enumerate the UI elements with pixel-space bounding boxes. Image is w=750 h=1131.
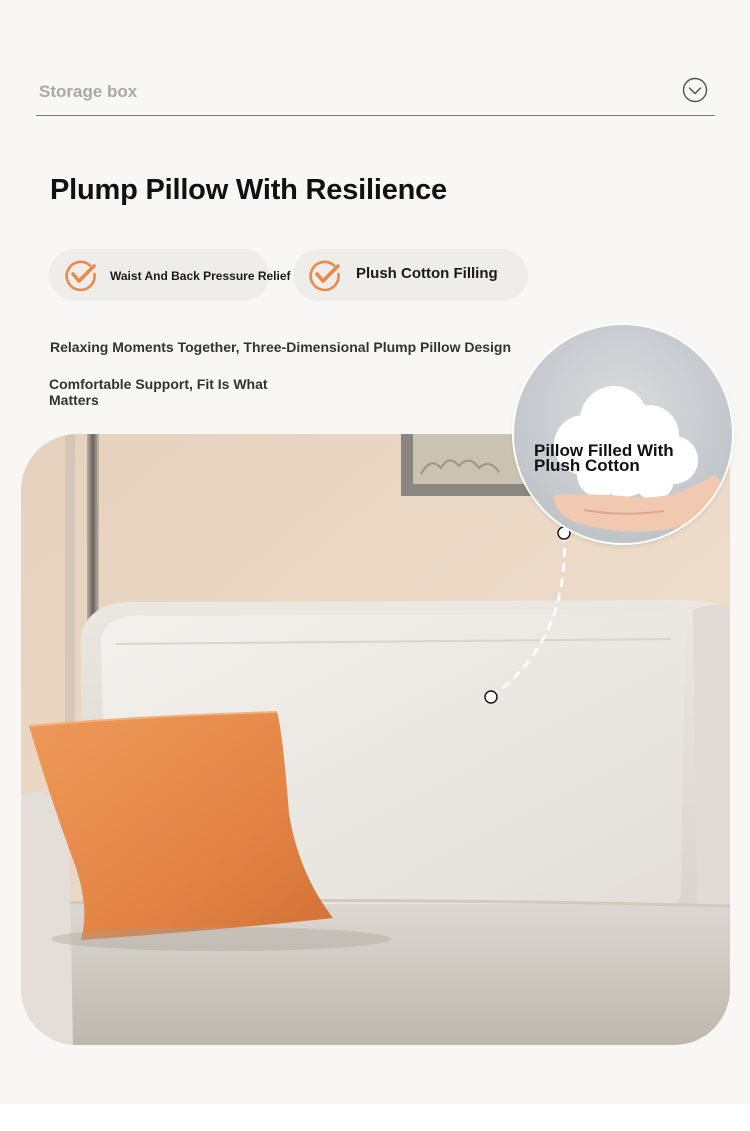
feature-pill-pressure-relief xyxy=(49,249,291,301)
feature-pill-cotton-filling xyxy=(293,249,528,301)
description-secondary: Comfortable Support, Fit Is What Matters xyxy=(49,376,268,408)
page-footer-strip xyxy=(0,1104,750,1131)
check-badge-icon xyxy=(63,257,99,293)
feature-label: Plush Cotton Filling xyxy=(356,265,498,282)
check-badge-icon xyxy=(307,257,343,293)
dropdown-label: Storage box xyxy=(39,82,138,101)
description-primary: Relaxing Moments Together, Three-Dimensional Plump Pillow Design xyxy=(50,339,512,355)
feature-label: Waist And Back Pressure Relief xyxy=(110,269,291,283)
section-headline: Plump Pillow With Resilience xyxy=(50,174,447,206)
storage-box-dropdown[interactable] xyxy=(36,70,715,116)
cotton-filling-callout xyxy=(514,325,732,543)
cotton-hand-illustration xyxy=(514,325,732,543)
callout-label: Pillow Filled With Plush Cotton xyxy=(534,441,674,475)
chevron-down-icon[interactable] xyxy=(682,77,708,103)
